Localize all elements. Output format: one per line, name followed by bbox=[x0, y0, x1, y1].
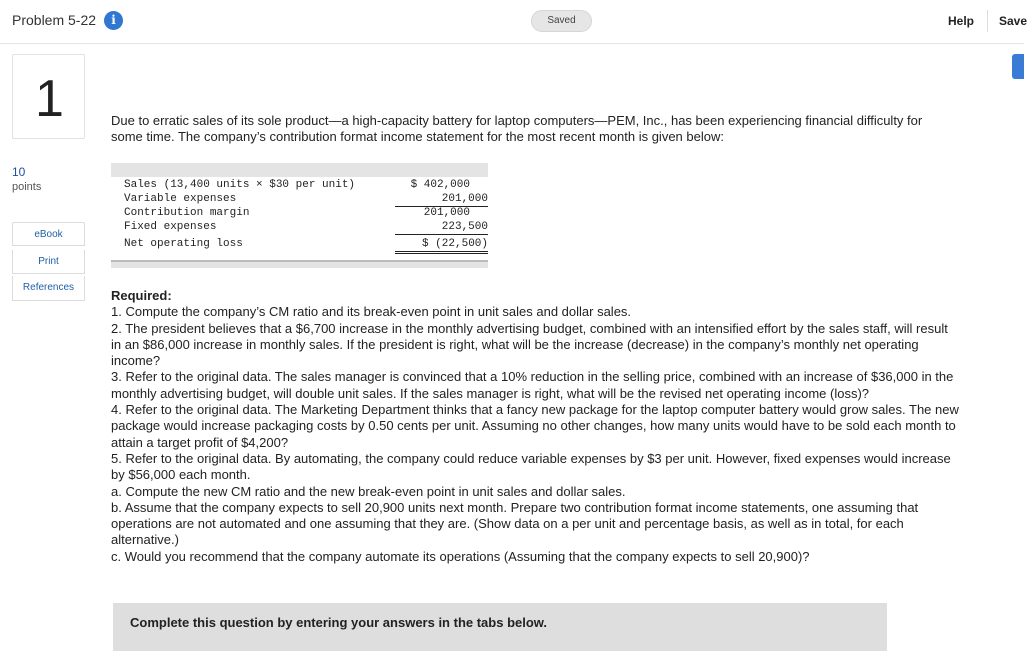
income-statement-table bbox=[111, 163, 488, 268]
points-value: 10 bbox=[12, 165, 26, 179]
row-label: Variable expenses bbox=[124, 193, 237, 205]
required-item: 4. Refer to the original data. The Marketing Department thinks that a fancy new package for the laptop computer battery would grow sales. The new package would increase packaging costs by 0.50 cents per unit. Assuming no other changes, how many units would have to be sold each month to attain a target profit of $4,200? bbox=[111, 402, 959, 450]
table-row bbox=[111, 206, 488, 220]
top-header bbox=[0, 0, 1027, 44]
question-number-box bbox=[12, 54, 85, 139]
references-button[interactable]: References bbox=[12, 276, 85, 301]
complete-banner-text: Complete this question by entering your answers in the tabs below. bbox=[130, 615, 548, 630]
row-amount: $ 402,000 bbox=[410, 179, 470, 191]
row-label: Net operating loss bbox=[124, 238, 243, 250]
row-label: Fixed expenses bbox=[124, 221, 217, 233]
table-bottom-bar bbox=[111, 260, 488, 268]
required-item: 2. The president believes that a $6,700 increase in the monthly advertising budget, combined with an intensified effort by the sales staff, will result in an $86,000 increase in monthly sales. If the president is right, what will be the increase (decrease) in the company’s monthly net operating income? bbox=[111, 320, 948, 369]
complete-question-banner bbox=[113, 603, 887, 651]
row-amount: 201,000 bbox=[395, 192, 488, 207]
table-row bbox=[111, 178, 488, 192]
required-item: 5. Refer to the original data. By automating, the company could reduce variable expenses by $3 per unit. However, fixed expenses would increase by $56,000 each month. bbox=[111, 450, 951, 483]
side-panel-tab[interactable] bbox=[1012, 54, 1024, 79]
row-amount: 223,500 bbox=[395, 220, 488, 235]
table-row bbox=[111, 192, 488, 206]
required-section bbox=[111, 288, 961, 565]
header-divider bbox=[987, 10, 988, 32]
row-amount: 201,000 bbox=[423, 207, 470, 219]
table-row bbox=[111, 237, 488, 253]
saved-status-badge: Saved bbox=[531, 10, 592, 32]
row-label: Sales (13,400 units × $30 per unit) bbox=[124, 179, 356, 191]
required-item: c. Would you recommend that the company automate its operations (Assuming that the company expects to sell 20,900)? bbox=[111, 548, 810, 564]
info-icon[interactable]: i bbox=[104, 11, 123, 30]
required-item: 3. Refer to the original data. The sales manager is convinced that a 10% reduction in the selling price, combined with an increase of $36,000 in the monthly advertising budget, will double unit sales. If the sales manager is right, what will be the revised net operating income (loss)? bbox=[111, 369, 954, 401]
required-title: Required: bbox=[111, 288, 172, 303]
row-label: Contribution margin bbox=[124, 207, 250, 219]
row-amount: $ (22,500) bbox=[395, 237, 488, 254]
table-top-bar bbox=[111, 163, 488, 177]
required-item: 1. Compute the company’s CM ratio and its break-even point in unit sales and dollar sales. bbox=[111, 304, 632, 320]
ebook-button[interactable]: eBook bbox=[12, 222, 85, 246]
required-item: a. Compute the new CM ratio and the new break-even point in unit sales and dollar sales. bbox=[111, 483, 626, 499]
points-label: points bbox=[12, 181, 42, 193]
problem-title: Problem 5-22 bbox=[12, 12, 97, 28]
help-button[interactable]: Help bbox=[948, 14, 975, 28]
question-number: 1 bbox=[35, 70, 64, 128]
print-button[interactable]: Print bbox=[12, 250, 85, 274]
save-exit-button[interactable]: Save bbox=[999, 14, 1027, 28]
required-item: b. Assume that the company expects to sell 20,900 units next month. Prepare two contribution format income statements, one assuming that operations are not automated and one assuming that they are. (Show data on a per unit and percentage basis, as well as in total, for each alternative.) bbox=[111, 499, 919, 548]
problem-intro: Due to erratic sales of its sole product—a high-capacity battery for laptop computers—PEM, Inc., has been experiencing financial difficulty for some time. The company’s contribution format income statement for the most recent month is given below: bbox=[111, 113, 923, 144]
table-row bbox=[111, 220, 488, 234]
